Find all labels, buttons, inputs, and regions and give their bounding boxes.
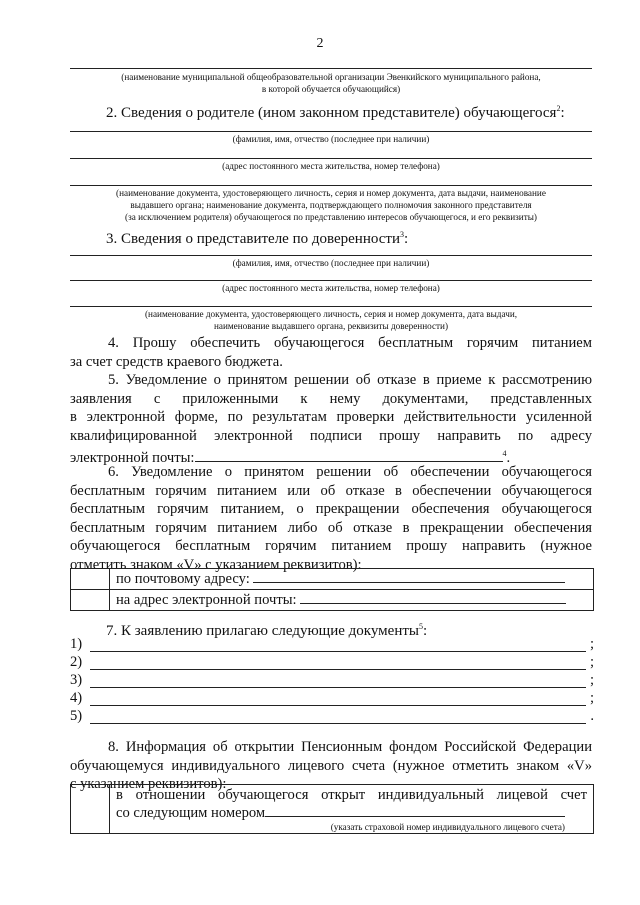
section6-line-2: бесплатным горячим питанием или об отказе в обеспечении обучающегося bbox=[70, 482, 592, 499]
section5-line-3: в электронной форме, по результатам проверки действительности усиленной bbox=[70, 409, 592, 425]
postal-checkbox[interactable] bbox=[71, 569, 110, 590]
document-item: 4) ; bbox=[70, 690, 594, 706]
section5-paragraph bbox=[70, 371, 592, 467]
postal-option: по почтовому адресу: bbox=[110, 569, 594, 590]
notification-options-table bbox=[70, 568, 594, 611]
section5-line-4: квалифицированной электронной подписи прошу направить по адресу bbox=[70, 427, 592, 444]
section8-line-3: с указанием реквизитов): bbox=[70, 776, 227, 792]
document-item-line[interactable] bbox=[90, 687, 586, 688]
document-item-line[interactable] bbox=[90, 723, 586, 724]
parent-address-caption: (адрес постоянного места жительства, номер телефона) bbox=[222, 161, 440, 171]
parent-name-caption: (фамилия, имя, отчество (последнее при наличии) bbox=[232, 134, 430, 144]
section6-line-5: обучающегося бесплатным горячим питанием прошу направить (нужное bbox=[70, 538, 592, 554]
representative-doc-caption-1: (наименование документа, удостоверяющего личность, серия и номер документа, дата выдачи, bbox=[144, 309, 518, 319]
pension-option-line-2: со следующим номером bbox=[116, 804, 587, 822]
section4-line-2: за счет средств краевого бюджета. bbox=[70, 353, 283, 370]
document-item: 3) ; bbox=[70, 672, 594, 688]
footnote-3: 3 bbox=[399, 230, 404, 239]
parent-doc-caption-1: (наименование документа, удостоверяющего личность, серия и номер документа, дата выдачи, наименование bbox=[116, 188, 546, 198]
section5-line-1: 5. Уведомление о принятом решении об отказе в приеме к рассмотрению bbox=[108, 372, 592, 388]
document-item-line[interactable] bbox=[90, 651, 586, 652]
document-item: 1) ; bbox=[70, 636, 594, 652]
parent-name-line[interactable] bbox=[70, 131, 592, 132]
representative-doc-caption-2: наименование выдавшего органа, реквизиты доверенности) bbox=[213, 321, 449, 331]
email-checkbox[interactable] bbox=[71, 590, 110, 611]
footnote-2: 2 bbox=[556, 104, 561, 113]
email-option: на адрес электронной почты: bbox=[110, 590, 594, 611]
document-item-line[interactable] bbox=[90, 669, 586, 670]
pension-option-line-1: в отношении обучающегося открыт индивидуальный лицевой счет bbox=[116, 787, 587, 803]
insurance-number-caption: (указать страховой номер индивидуального лицевого счета) bbox=[330, 822, 565, 832]
pension-account-option bbox=[110, 785, 594, 834]
document-item-line[interactable] bbox=[90, 705, 586, 706]
email-input-line[interactable] bbox=[195, 449, 503, 462]
section6-line-1: 6. Уведомление о принятом решении об обеспечении обучающегося bbox=[108, 464, 592, 480]
footnote-5: 5 bbox=[419, 622, 423, 631]
section8-line-1: 8. Информация об открытии Пенсионным фондом Российской Федерации bbox=[108, 739, 592, 755]
section2-title: 2. Сведения о родителе (ином законном представителе) обучающегося$^2$: bbox=[106, 104, 565, 121]
section4-line-1: 4. Прошу обеспечить обучающегося бесплатным горячим питанием bbox=[108, 335, 592, 351]
parent-doc-caption-2: выдавшего органа; наименование документа, подтверждающего полномочия законного представителя bbox=[130, 200, 532, 210]
pension-account-table bbox=[70, 784, 594, 834]
header-line bbox=[70, 68, 592, 69]
parent-address-line[interactable] bbox=[70, 158, 592, 159]
section5-line-2: заявления с приложенными к нему документами, представленных bbox=[70, 390, 592, 407]
document-item: 2) ; bbox=[70, 654, 594, 670]
header-caption-2: в которой обучается обучающийся) bbox=[261, 84, 401, 94]
representative-address-line[interactable] bbox=[70, 280, 592, 281]
section4-paragraph bbox=[70, 334, 592, 371]
representative-doc-line[interactable] bbox=[70, 306, 592, 307]
section7-title: 7. К заявлению прилагаю следующие документы$^5$: bbox=[106, 622, 428, 639]
section6-paragraph bbox=[70, 463, 592, 574]
section6-line-3: бесплатным горячим питанием, о прекращении обеспечения обучающегося bbox=[70, 501, 592, 517]
insurance-number-line[interactable] bbox=[265, 804, 565, 817]
section3-title: 3. Сведения о представителе по доверенности$^3$: bbox=[106, 230, 409, 247]
parent-doc-line[interactable] bbox=[70, 185, 592, 186]
representative-name-caption: (фамилия, имя, отчество (последнее при наличии) bbox=[232, 258, 430, 268]
email-address-line[interactable] bbox=[300, 591, 566, 604]
section6-line-6: отметить знаком «V» с указанием реквизитов): bbox=[70, 556, 362, 573]
section5-line-5: электронной почты: $^4$. bbox=[70, 449, 511, 466]
section8-line-2: обучающемуся индивидуального лицевого счета (нужное отметить знаком «V» bbox=[70, 757, 592, 774]
representative-name-line[interactable] bbox=[70, 255, 592, 256]
document-item: 5) . bbox=[70, 708, 594, 724]
header-caption-1: (наименование муниципальной общеобразовательной организации Эвенкийского муниципального района, bbox=[121, 72, 541, 82]
representative-address-caption: (адрес постоянного места жительства, номер телефона) bbox=[222, 283, 440, 293]
footnote-4: 4 bbox=[502, 449, 507, 458]
postal-address-line[interactable] bbox=[253, 570, 565, 583]
section6-line-4: бесплатным горячим питанием либо об отказе в прекращении обеспечения bbox=[70, 519, 592, 536]
page-number: 2 bbox=[316, 36, 324, 51]
parent-doc-caption-3: (за исключением родителя) обучающегося по представлению интересов обучающегося, и его реквизиты) bbox=[125, 212, 537, 222]
pension-account-checkbox[interactable] bbox=[71, 785, 110, 834]
